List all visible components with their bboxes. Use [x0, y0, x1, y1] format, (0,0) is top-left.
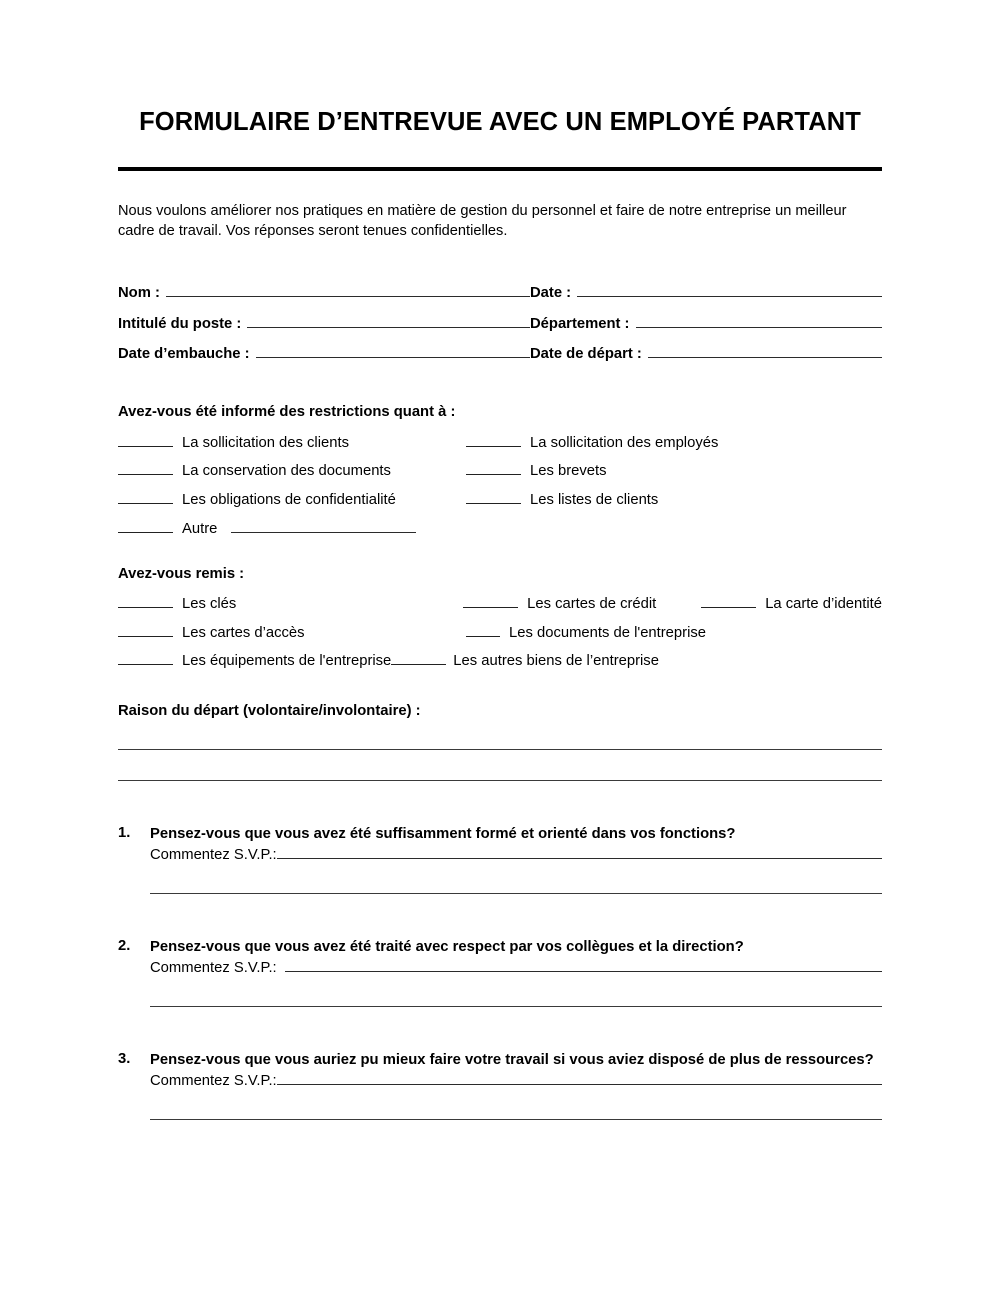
- check-other-company-property-label: Les autres biens de l’entreprise: [453, 653, 659, 670]
- field-nom[interactable]: [118, 283, 530, 301]
- question-3-comment-line-2[interactable]: [150, 1119, 882, 1120]
- check-other-text-input[interactable]: [231, 520, 416, 533]
- field-departure-date[interactable]: [530, 345, 882, 363]
- check-solicitation-clients-blank[interactable]: [118, 434, 173, 447]
- departure-reason-section: [118, 703, 882, 781]
- departure-reason-heading: Raison du départ (volontaire/involontaire) :: [118, 703, 421, 720]
- check-client-lists[interactable]: [466, 491, 882, 508]
- field-date[interactable]: [530, 283, 882, 301]
- check-other-label: Autre: [182, 520, 218, 537]
- returned-items-section: [118, 566, 882, 670]
- check-document-retention-blank[interactable]: [118, 463, 173, 476]
- question-3-number: 3.: [118, 1051, 131, 1068]
- check-document-retention[interactable]: [118, 463, 466, 480]
- field-hire-date[interactable]: [118, 345, 530, 363]
- intro-paragraph: Nous voulons améliorer nos pratiques en matière de gestion du personnel et faire de notre entreprise un meilleur cadre de travail. Vos réponses seront tenues confidentielles.: [118, 203, 847, 239]
- check-other-company-property[interactable]: [391, 653, 659, 670]
- page-title: FORMULAIRE D’ENTREVUE AVEC UN EMPLOYÉ PARTANT: [139, 108, 861, 136]
- returned-items-heading: Avez-vous remis :: [118, 565, 245, 582]
- check-id-card-label: La carte d’identité: [765, 596, 882, 613]
- question-3: [118, 1051, 882, 1120]
- question-3-comment-label: Commentez S.V.P.:: [150, 1073, 277, 1090]
- question-2: [118, 938, 882, 1007]
- check-patents[interactable]: [466, 463, 882, 480]
- check-id-card[interactable]: [701, 596, 882, 613]
- check-access-cards[interactable]: [118, 624, 466, 641]
- check-patents-label: Les brevets: [530, 463, 607, 480]
- check-company-equipment-blank[interactable]: [118, 653, 173, 666]
- restrictions-section: [118, 404, 882, 536]
- question-1-text: Pensez-vous que vous avez été suffisamment formé et orienté dans vos fonctions?: [150, 826, 736, 843]
- check-confidentiality-label: Les obligations de confidentialité: [182, 491, 396, 508]
- question-2-comment[interactable]: [150, 959, 882, 977]
- check-other-company-property-blank[interactable]: [391, 653, 446, 666]
- departure-reason-line-1[interactable]: [118, 749, 882, 750]
- field-department[interactable]: [530, 314, 882, 332]
- question-2-comment-label: Commentez S.V.P.:: [150, 960, 277, 977]
- field-department-input[interactable]: [636, 314, 883, 328]
- field-job-title[interactable]: [118, 314, 530, 332]
- question-1-comment-input[interactable]: [277, 846, 882, 860]
- field-date-label: Date :: [530, 285, 572, 301]
- check-company-documents-blank[interactable]: [466, 624, 500, 637]
- departure-reason-line-2[interactable]: [118, 780, 882, 781]
- check-patents-blank[interactable]: [466, 463, 521, 476]
- restrictions-heading: Avez-vous été informé des restrictions quant à :: [118, 404, 456, 421]
- question-1-body: [150, 825, 882, 894]
- checklist-row: [118, 463, 882, 480]
- field-department-label: Département :: [530, 315, 630, 332]
- field-hire-date-label: Date d’embauche :: [118, 346, 250, 363]
- check-id-card-blank[interactable]: [701, 596, 756, 609]
- document-page: [118, 0, 882, 1290]
- check-solicitation-employees[interactable]: [466, 434, 882, 451]
- checklist-row: [118, 520, 882, 537]
- check-access-cards-label: Les cartes d’accès: [182, 624, 305, 641]
- check-solicitation-employees-blank[interactable]: [466, 434, 521, 447]
- check-confidentiality[interactable]: [118, 491, 466, 508]
- restrictions-list: [118, 434, 882, 536]
- field-hire-date-input[interactable]: [256, 345, 530, 359]
- identification-row: [118, 345, 882, 363]
- question-1: [118, 825, 882, 894]
- check-other-blank[interactable]: [118, 520, 173, 533]
- check-solicitation-clients-label: La sollicitation des clients: [182, 434, 349, 451]
- field-nom-label: Nom :: [118, 285, 160, 301]
- title-divider: [118, 167, 882, 171]
- check-client-lists-label: Les listes de clients: [530, 491, 659, 508]
- question-3-text: Pensez-vous que vous auriez pu mieux faire votre travail si vous aviez disposé de plus de ressources?: [150, 1052, 874, 1069]
- check-keys-blank[interactable]: [118, 596, 173, 609]
- check-company-equipment-label: Les équipements de l'entreprise: [182, 653, 392, 670]
- identification-fields: [118, 283, 882, 362]
- question-2-comment-input[interactable]: [285, 959, 882, 973]
- question-3-body: [150, 1051, 882, 1120]
- question-2-comment-line-2[interactable]: [150, 1006, 882, 1007]
- field-departure-date-input[interactable]: [648, 345, 882, 359]
- check-keys[interactable]: [118, 596, 463, 613]
- field-nom-input[interactable]: [166, 283, 530, 297]
- identification-row: [118, 314, 882, 332]
- check-credit-cards[interactable]: [463, 596, 701, 613]
- check-credit-cards-label: Les cartes de crédit: [527, 596, 657, 613]
- question-1-comment[interactable]: [150, 846, 882, 864]
- checklist-row: [118, 596, 882, 613]
- checklist-row: [118, 434, 882, 451]
- question-1-number: 1.: [118, 825, 131, 842]
- checklist-row: [118, 624, 882, 641]
- question-2-number: 2.: [118, 938, 131, 955]
- check-access-cards-blank[interactable]: [118, 624, 173, 637]
- check-solicitation-clients[interactable]: [118, 434, 466, 451]
- check-document-retention-label: La conservation des documents: [182, 463, 391, 480]
- question-1-comment-label: Commentez S.V.P.:: [150, 847, 277, 864]
- check-company-documents[interactable]: [466, 624, 706, 641]
- check-solicitation-employees-label: La sollicitation des employés: [530, 434, 719, 451]
- checklist-row: [118, 653, 882, 670]
- check-company-documents-label: Les documents de l'entreprise: [509, 624, 706, 641]
- identification-row: [118, 283, 882, 301]
- check-keys-label: Les clés: [182, 596, 237, 613]
- question-2-text: Pensez-vous que vous avez été traité avec respect par vos collègues et la direction?: [150, 939, 744, 956]
- field-date-input[interactable]: [577, 283, 882, 297]
- question-1-comment-line-2[interactable]: [150, 893, 882, 894]
- field-job-title-label: Intitulé du poste :: [118, 315, 242, 332]
- field-departure-date-label: Date de départ :: [530, 346, 642, 363]
- check-confidentiality-blank[interactable]: [118, 491, 173, 504]
- field-job-title-input[interactable]: [247, 314, 530, 328]
- check-client-lists-blank[interactable]: [466, 491, 521, 504]
- check-company-equipment[interactable]: [118, 653, 391, 670]
- question-3-comment[interactable]: [150, 1072, 882, 1090]
- check-other[interactable]: [118, 520, 416, 537]
- returned-items-list: [118, 596, 882, 670]
- question-2-body: [150, 938, 882, 1007]
- check-credit-cards-blank[interactable]: [463, 596, 518, 609]
- question-3-comment-input[interactable]: [277, 1072, 882, 1086]
- checklist-row: [118, 491, 882, 508]
